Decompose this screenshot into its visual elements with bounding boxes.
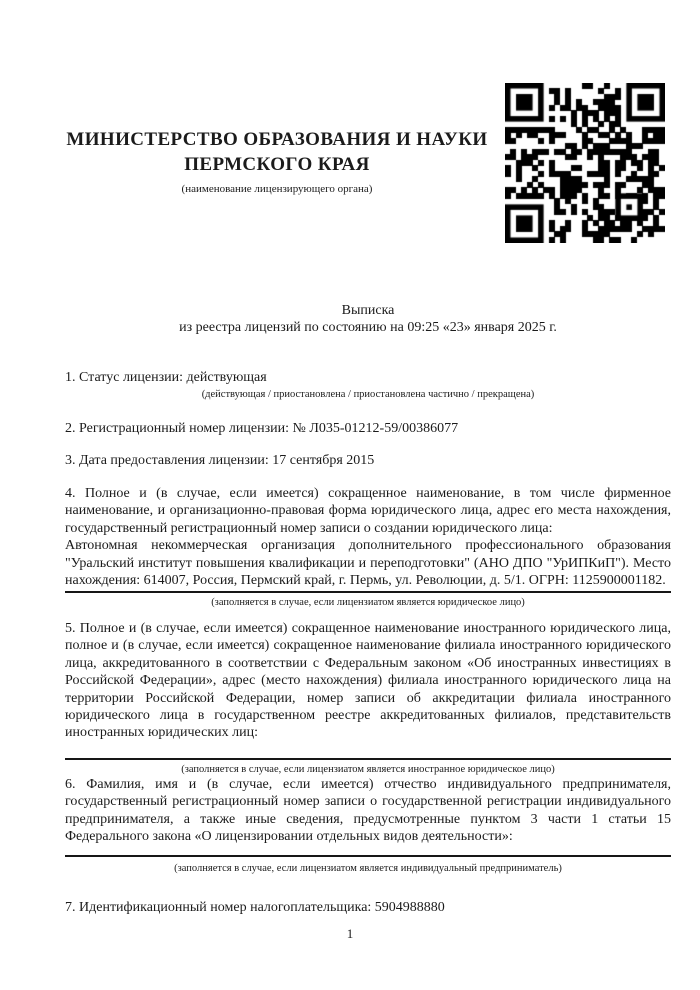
ministry-caption: (наименование лицензирующего органа)	[181, 183, 373, 195]
page-number: 1	[346, 926, 354, 941]
ministry-name	[62, 127, 492, 177]
qr-code-icon	[505, 83, 665, 243]
fill-in-rule	[65, 758, 671, 760]
item-5-foreign-entity-block	[65, 620, 671, 776]
item-1-status: 1. Статус лицензии: действующая	[65, 370, 267, 385]
item-7-inn: 7. Идентификационный номер налогоплательщика: 5904988880	[65, 900, 445, 915]
item-6-question: 6. Фамилия, имя и (в случае, если имеется) отчество индивидуального предпринимателя, государственный регистрационный номер записи о государственной регистрации индивидуального предпринимателя, а также иные сведения, предусмотренные пунктом 3 части 1 статьи 15 Федерального закона «О лицензировании отдельных видов деятельности»:	[65, 777, 671, 845]
item-1-caption: (действующая / приостановлена / приостановлена частично / прекращена)	[201, 389, 535, 400]
ministry-name-line1: МИНИСТЕРСТВО ОБРАЗОВАНИЯ И НАУКИ	[66, 129, 488, 150]
ministry-name-line2: ПЕРМСКОГО КРАЯ	[184, 154, 370, 175]
document-subtitle: из реестра лицензий по состоянию на 09:25 «23» января 2025 г.	[179, 319, 557, 335]
item-2-registration-number: 2. Регистрационный номер лицензии: № Л035-01212-59/00386077	[65, 421, 459, 436]
item-4-question: 4. Полное и (в случае, если имеется) сокращенное наименование, в том числе фирменное наименование, и организационно-правовая форма юридического лица, адрес его места нахождения, государственный регистрационный номер записи о создании юридического лица:	[65, 486, 671, 536]
item-4-legal-entity-block	[65, 485, 671, 609]
item-4-answer: Автономная некоммерческая организация дополнительного профессионального образования "Уральский институт повышения квалификации и переподготовки" (АНО ДПО "УрИПКиП"). Место нахождения: 614007, Россия, Пермский край, г. Пермь, ул. Революции, д. 5/1. ОГРН: 1125900001182.	[65, 538, 671, 589]
licensing-authority-header	[62, 127, 492, 195]
item-4-caption: (заполняется в случае, если лицензиатом является юридическое лицо)	[211, 597, 525, 609]
item-3-license-date: 3. Дата предоставления лицензии: 17 сентября 2015	[65, 453, 375, 468]
fill-in-rule	[65, 855, 671, 857]
item-5-question: 5. Полное и (в случае, если имеется) сокращенное наименование иностранного юридического лица, полное и (в случае, если имеется) сокращенное наименование филиала иностранного юридического лица, аккредитованного в соответствии с Федеральным законом «Об иностранных инвестициях в Российской Федерации», адрес (место нахождения) филиала иностранного юридического лица на территории Российской Федерации, номер записи об аккредитации филиала иностранного юридического лица в государственном реестре аккредитованных филиалов, представительств иностранных юридических лиц:	[65, 621, 671, 741]
document-title: Выписка	[341, 303, 395, 318]
fill-in-rule	[65, 591, 671, 593]
item-5-caption: (заполняется в случае, если лицензиатом является иностранное юридическое лицо)	[181, 763, 555, 775]
item-6-entrepreneur-block	[65, 776, 671, 875]
document-title-block	[65, 303, 671, 336]
item-6-caption: (заполняется в случае, если лицензиатом является индивидуальный предприниматель)	[174, 862, 562, 874]
